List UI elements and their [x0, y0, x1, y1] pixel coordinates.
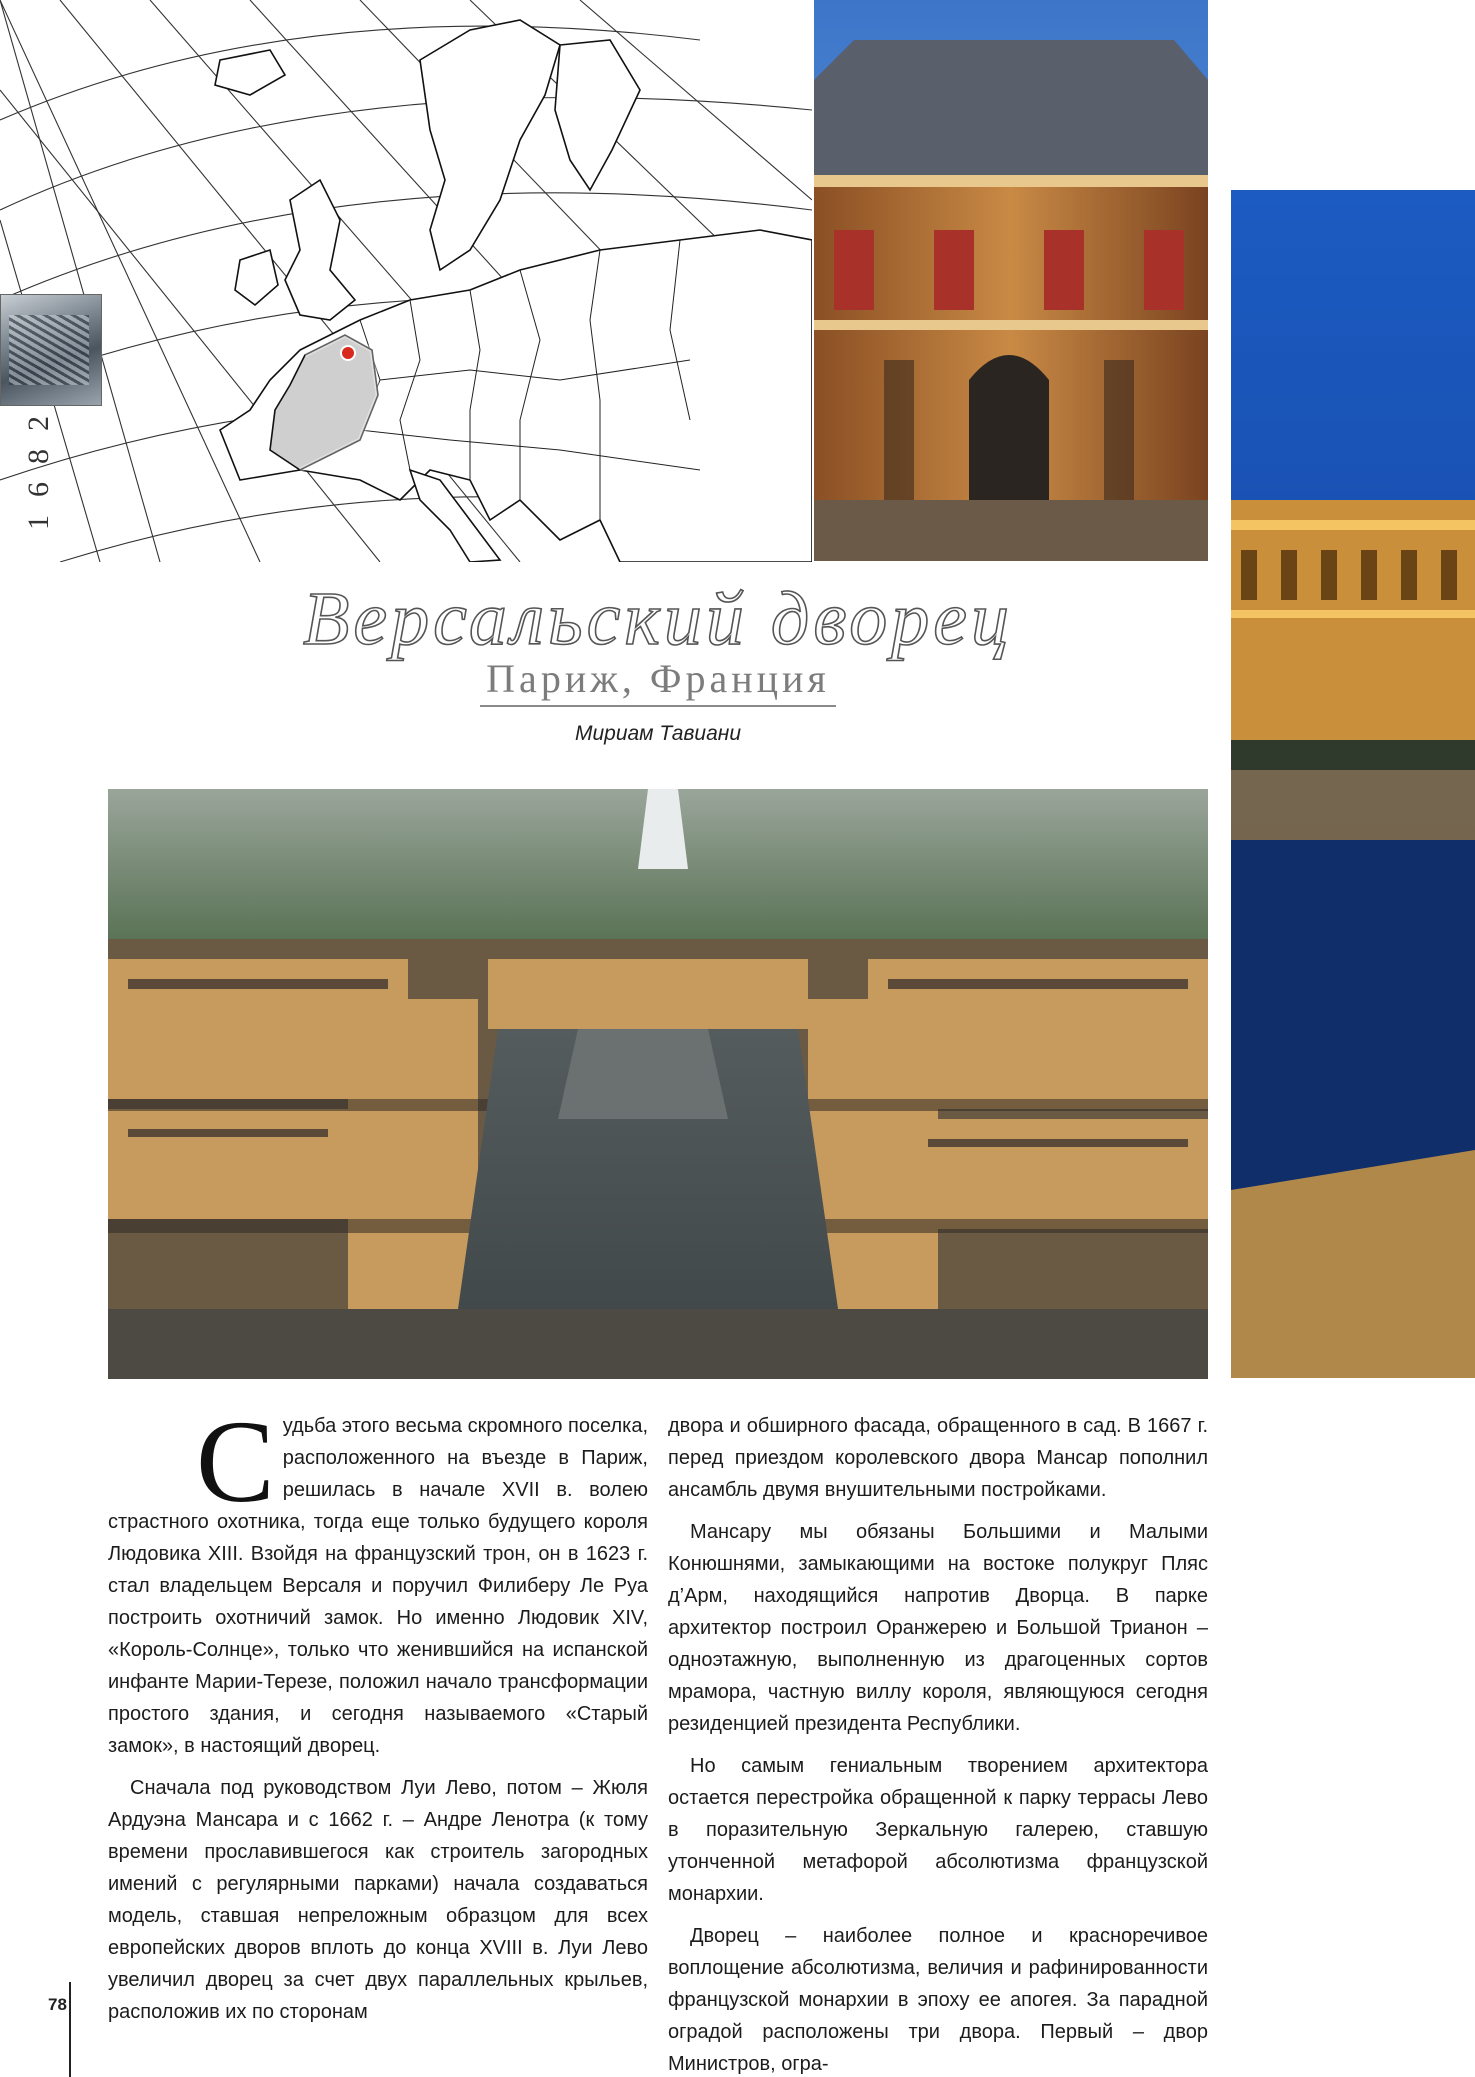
article-column-right: [668, 1410, 1208, 2077]
subtitle-text: Париж, Франция: [480, 655, 836, 707]
map-europe-icon: [0, 0, 812, 562]
paragraph-text: удьба этого весьма скромного поселка, расположенного на въезде в Париж, решилась в начале XVII в. волею страстного охотника, тогда еще только будущего короля Людовика XIII. Взойдя на французский трон, он в 1623 г. стал владельцем Версаля и поручил Филиберу Ле Руа построить охотничий замок. Но именно Людовик XIV, «Король-Солнце», только что женившийся на испанской инфанте Марии-Терезе, положил начало трансформации простого здания, и сегодня называемого «Старый замок», в настоящий дворец.: [108, 1415, 648, 1757]
year-text: 1682: [22, 398, 55, 530]
dropcap: С: [196, 1396, 275, 1527]
article-title: Версальский дворец: [302, 577, 1014, 661]
palace-aerial-photo: [108, 789, 1208, 1379]
paragraph: Но самым гениальным творением архитектора остается перестройка обращенной к парку террасы Лево в поразительную Зеркальную галерею, ставшую утонченной метафорой абсолютизма французской монархии.: [668, 1755, 1208, 1905]
palace-gate-photo: [814, 0, 1208, 561]
page-number-rule: [69, 1982, 71, 2077]
paris-marker: [341, 346, 355, 360]
article-subtitle: [108, 655, 1208, 707]
article-column-left: [108, 1396, 648, 2038]
paragraph: Мансару мы обязаны Большими и Малыми Конюшнями, замыкающими на востоке полукруг Пляс д’Арм, находящийся напротив Дворца. В парке архитектор построил Оранжерею и Большой Трианон – одноэтажную, выполненную из драгоценных сортов мрамора, частную виллу короля, являющуюся сегодня резиденцией президента Республики.: [668, 1521, 1208, 1735]
europe-map: [0, 0, 812, 562]
page-number: 78: [48, 1995, 67, 2014]
paragraph: Дворец – наиболее полное и красноречивое воплощение абсолютизма, величия и рафинированности французской монархии в эпоху ее апогея. За парадной оградой расположены три двора. Первый – двор Министров, огра-: [668, 1925, 1208, 2075]
paragraph: [108, 1396, 648, 1762]
paragraph: двора и обширного фасада, обращенного в сад. В 1667 г. перед приездом королевского двора Мансар пополнил ансамбль двумя внушительными постройками.: [668, 1415, 1208, 1501]
article-author: Мириам Тавиани: [574, 722, 742, 745]
paragraph: Сначала под руководством Луи Лево, потом – Жюля Ардуэна Мансара и с 1662 г. – Андре Ленотра (к тому времени прославившегося как строитель загородных имений с регулярными парками) начала создаваться модель, ставшая непреложным образцом для всех европейских дворов вплоть до конца XVIII в. Луи Лево увеличил дворец за счет двух параллельных крыльев, расположив их по сторонам: [108, 1777, 648, 2023]
year-label: [22, 400, 82, 550]
engraving-thumbnail: [0, 294, 102, 406]
palace-night-photo: [1231, 190, 1475, 1378]
